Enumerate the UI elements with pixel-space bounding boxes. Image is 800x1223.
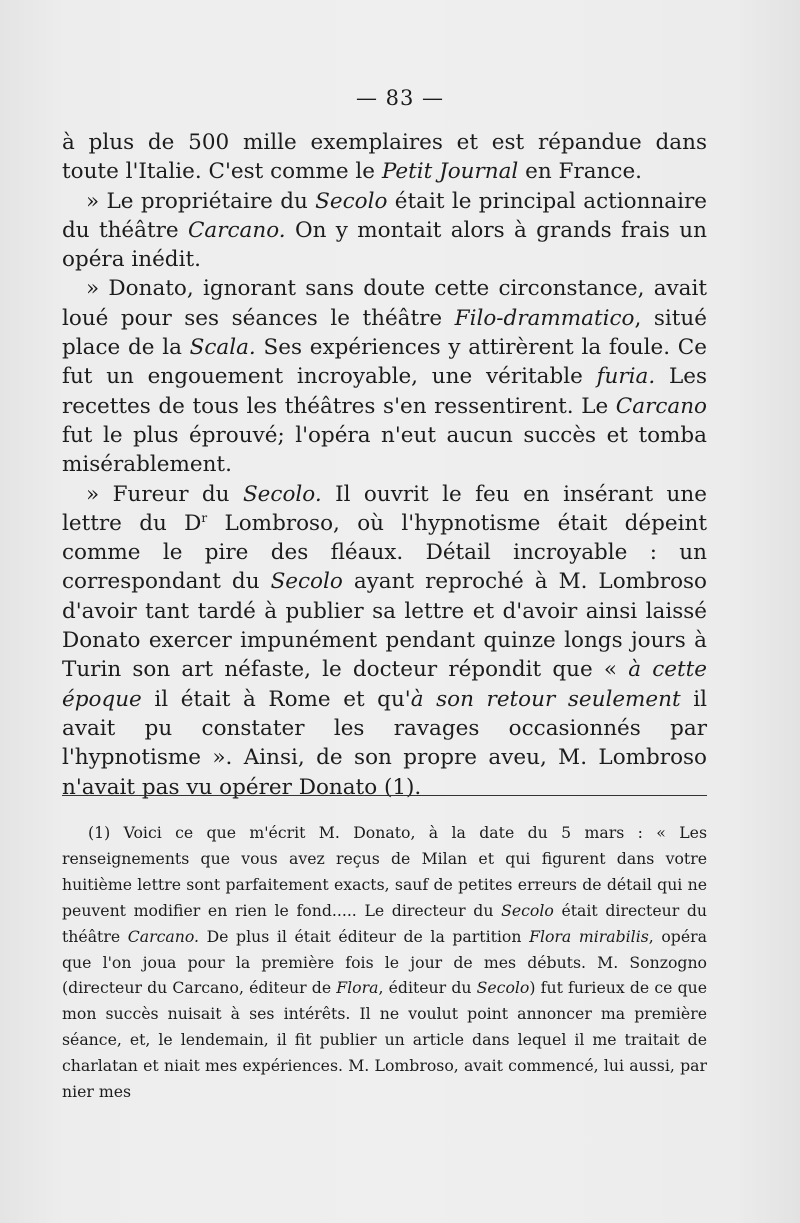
italic-title: Secolo [476, 978, 530, 998]
footnote [62, 820, 707, 1105]
italic-title: Carcano. [127, 926, 199, 946]
italic-word: furia. [596, 364, 656, 390]
main-text [62, 128, 707, 802]
italic-title: Flora [336, 978, 379, 998]
text-run: , situé place de la [62, 305, 707, 361]
italic-quote: à cette époque [62, 657, 707, 712]
paragraph-2 [62, 187, 707, 275]
italic-title: Secolo [270, 569, 343, 595]
text-run: » Donato, ignorant sans doute cette circonstance, avait loué pour ses séances le théâtre [62, 276, 707, 331]
text-run: (1) Voici ce que m'écrit M. Donato, à la date du 5 mars : « Les renseignements que vous avez reçus de Milan et qui figurent dans votre huitième lettre sont parfaitement exacts, sauf de petites erreurs de détail qui ne peuvent modifier en rien le fond..... Le directeur du [62, 823, 707, 920]
text-run: fut le plus éprouvé; l'opéra n'eut aucun succès et tomba misérablement. [62, 422, 707, 478]
text-run: Ses expériences y attirèrent la foule. Ce fut un engouement incroyable, une véritable [62, 335, 707, 390]
italic-quote: à son retour seulement [410, 686, 681, 712]
paragraph-3 [62, 274, 707, 479]
text-run: Il ouvrit le feu en insérant une lettre du D [62, 481, 707, 536]
text-run: Les recettes de tous les théâtres s'en ressentirent. Le [62, 364, 708, 419]
footnote-divider [62, 795, 707, 796]
page-number: — 83 — [355, 86, 445, 110]
italic-title: Secolo [501, 900, 554, 920]
italic-title: Flora mirabilis [529, 926, 649, 946]
footnote-paragraph [62, 820, 707, 1105]
italic-title: Filo-drammatico [454, 305, 635, 331]
text-run: , éditeur du [378, 978, 477, 998]
text-run: On y montait alors à grands frais un opéra inédit. [62, 217, 707, 273]
italic-title: Secolo [315, 188, 388, 214]
italic-title: Secolo. [242, 481, 322, 507]
italic-title: Carcano. [187, 217, 286, 243]
superscript: r [201, 510, 208, 525]
text-run: » Le propriétaire du [86, 188, 316, 214]
text-run: Lombroso, où l'hypnotisme était dépeint comme le pire des fléaux. Détail incroyable : un correspondant du [62, 510, 707, 595]
text-run: à plus de 500 mille exemplaires et est répandue dans toute l'Italie. C'est comme le [62, 130, 707, 185]
text-run: ayant reproché à M. Lombroso d'avoir tant tardé à publier sa lettre et d'avoir ainsi laissé Donato exercer impunément pendant quinze longs jours à Turin son art néfaste, le docteur répondit que « [62, 569, 707, 683]
text-run: il avait pu constater les ravages occasionnés par l'hypnotisme ». Ainsi, de son propre aveu, M. Lombroso n'avait pas vu opérer Donato (1). [62, 686, 707, 800]
italic-title: Petit Journal [381, 159, 519, 185]
text-run: était directeur du théâtre [62, 900, 707, 946]
italic-title: Scala. [189, 335, 256, 361]
text-run: De plus il était éditeur de la partition [199, 926, 530, 946]
text-run: en France. [518, 159, 643, 185]
paragraph-1 [62, 128, 707, 187]
text-run: ) fut furieux de ce que mon succès nuisait à ses intérêts. Il ne voulut point annoncer ma première séance, et, le lendemain, il fit publier un article dans lequel il me traitait de charlatan et niait mes expériences. M. Lombroso, avait commencé, lui aussi, par nier mes [62, 978, 707, 1102]
text-run: » Fureur du [86, 481, 243, 507]
paragraph-4 [62, 480, 707, 802]
text-run: il était à Rome et qu' [141, 686, 411, 712]
text-run: , opéra que l'on joua pour la première fois le jour de mes débuts. M. Sonzogno (directeur du Carcano, éditeur de [62, 926, 707, 998]
text-run: était le principal actionnaire du théâtre [62, 188, 707, 243]
italic-title: Carcano [615, 393, 707, 419]
